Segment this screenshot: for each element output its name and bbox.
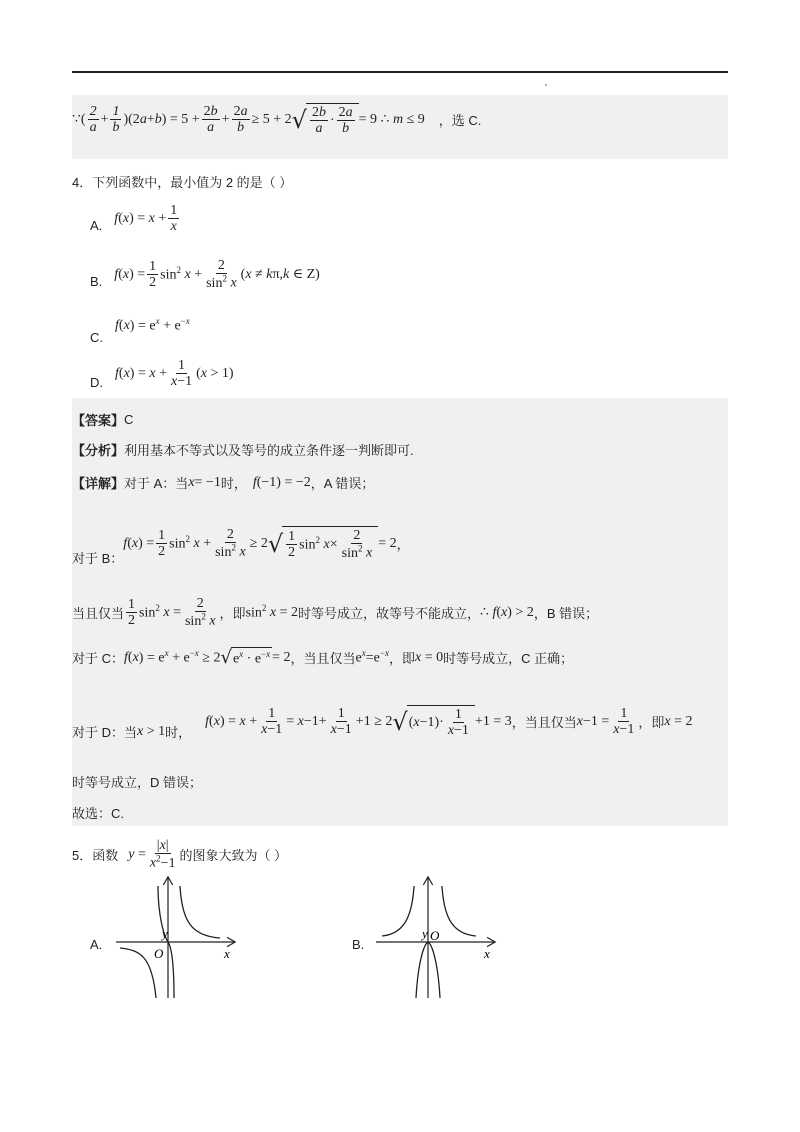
detail-d-continued: 时等号成立，D 错误； bbox=[72, 775, 203, 790]
graph-b-origin: O bbox=[430, 928, 440, 943]
q4-option-c: C. f ( x ) = $e^x + e^{-x}$ bbox=[90, 316, 190, 345]
q4-stem: 4．下列函数中，最小值为 2 的是（ ） bbox=[72, 175, 293, 190]
curve-left bbox=[382, 886, 414, 936]
graph-a bbox=[112, 872, 242, 1002]
graph-a-origin: O bbox=[154, 946, 164, 961]
curve-right bbox=[442, 886, 476, 936]
previous-solution-block bbox=[72, 95, 728, 159]
curve-right bbox=[180, 886, 220, 938]
conclusion-line: 故选：C. bbox=[72, 806, 125, 821]
q4-option-a: A. f ( x ) = x + $\frac{1}{x}$ bbox=[90, 203, 178, 235]
q4-option-d: D. f ( x ) = x + $\frac{1}{x-1}$ ( x > 1) bbox=[90, 357, 234, 390]
analysis-line: 【分析】 利用基本不等式以及等号的成立条件逐一判断即可. bbox=[72, 443, 414, 458]
graph-b-x-label: x bbox=[484, 946, 490, 961]
graph-b-y-label: y bbox=[422, 926, 428, 941]
q4-option-b: B. f ( x ) = $\frac{1}{2}$ $\sin^2$ x + $\frac{2}{\sin^2 x}$ ( x ≠ k π, k ∈ Z) bbox=[90, 258, 320, 292]
graph-a-x-label: x bbox=[224, 946, 230, 961]
q5-stem: 5．函数 y = $\frac{|x|}{x^2-1}$ 的图象大致为（ ） bbox=[72, 838, 288, 872]
detail-b2-line: 当且仅当 $\frac{1}{2}$ $\sin^2$ x = $\frac{2}{\sin^2 x}$ ，即 $\sin^2$ x = 2 时等号成立，故等号不能成立， ∴ f ( x ) > 2 ，B 错误； bbox=[72, 596, 599, 630]
previous-choice: ，选 C. bbox=[438, 113, 482, 129]
header-rule bbox=[72, 71, 728, 73]
graph-a-label: A. bbox=[90, 937, 103, 952]
detail-a-line: 【详解】 对于 A：当 x = −1 时， f (−1) = −2 ，A 错误； bbox=[72, 474, 375, 491]
curve-left bbox=[120, 948, 156, 998]
page-dot bbox=[545, 84, 547, 86]
detail-d-line: 对于 D：当 x > 1 时， f ( x ) = x + $\frac{1}{x-1}$ = x −1+ $\frac{1}{x-1}$ +1 ≥ 2 √ ( x −1)· $\frac{1}{x-1}$ +1 = 3 ，当且仅当 x −1 = $\frac{1}{x-1}$ ，即 x = 2 bbox=[72, 705, 693, 740]
previous-solution-line: ∵( $\frac{2}{a}$ + $\frac{1}{b}$ )(2 a + b ) = 5 + $\frac{2b}{a}$ + $\frac{2a}{b}$ ≥ 5 + 2 √ $\frac{2b}{a}$ · $\frac{2a}{b}$ = 9 ∴ m ≤ 9 ，选 C. bbox=[72, 104, 482, 137]
detail-c-line: 对于 C： f ( x ) = $e^x + e^{-x} \ge 2$ √ $e^x \cdot e^{-x}$ = 2 ，当且仅当 $e^x=e^{-x}$ ，即 x = 0 时等号成立，C 正确； bbox=[72, 647, 574, 668]
detail-b-line: 对于 B： f ( x ) = $\frac{1}{2}$ $\sin^2$ x + $\frac{2}{\sin^2 x}$ ≥ 2 √ $\frac{1}{2}$ $\sin^2$ x × $\frac{2}{\sin^2 x}$ = 2 ， bbox=[72, 526, 410, 566]
graph-b-label: B. bbox=[352, 937, 365, 952]
answer-line: 【答案】 C bbox=[72, 412, 134, 428]
graph-a-y-label: y bbox=[162, 926, 168, 941]
graph-b bbox=[372, 872, 502, 1002]
